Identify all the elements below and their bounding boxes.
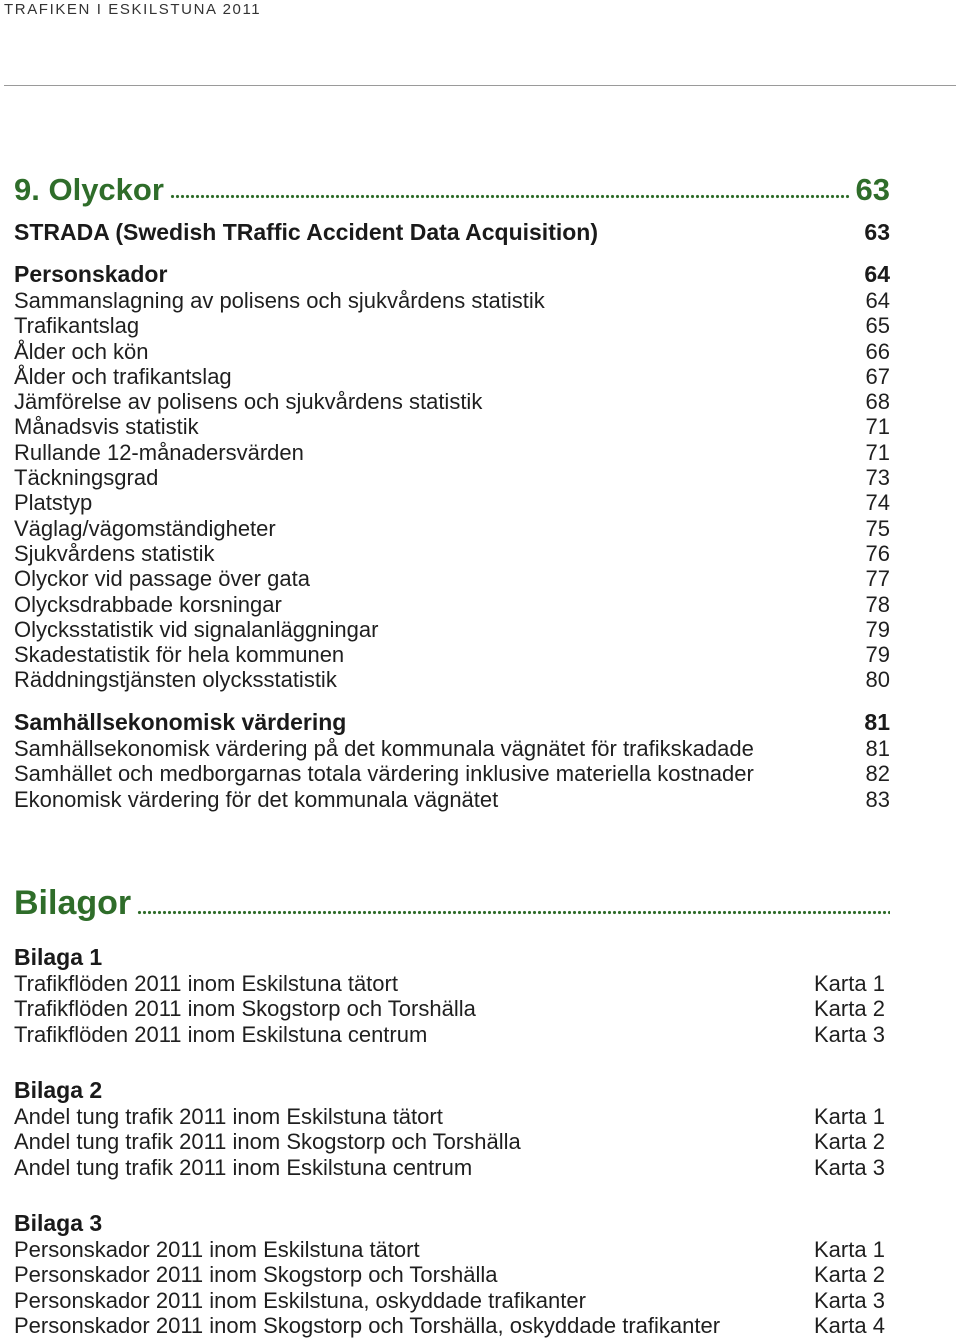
entry-label: Trafikflöden 2011 inom Skogstorp och Torshälla	[14, 996, 476, 1022]
entry-page: 80	[865, 667, 890, 693]
toc-entry[interactable]	[14, 736, 890, 761]
entry-label: Räddningstjänsten olycksstatistik	[14, 667, 337, 693]
toc-entry[interactable]	[14, 465, 890, 490]
toc-entry-strada[interactable]	[14, 219, 890, 246]
subhead-page: 64	[864, 261, 890, 287]
entry-label: Personskador 2011 inom Skogstorp och Torshälla	[14, 1262, 498, 1288]
toc-entry[interactable]	[14, 389, 890, 414]
toc-entry[interactable]	[14, 566, 890, 591]
entry-page: 79	[865, 642, 890, 668]
dot-leader	[170, 185, 850, 199]
entry-page: 71	[865, 414, 890, 440]
entry-label: Samhällsekonomisk värdering på det kommunala vägnätet för trafikskadade	[14, 736, 754, 761]
entry-label: Trafikflöden 2011 inom Eskilstuna centrum	[14, 1021, 428, 1047]
bilaga-group-2	[14, 1077, 890, 1180]
toc-bilagor-section	[14, 883, 890, 923]
entry-page: Karta 1	[814, 1104, 885, 1129]
entry-page: 65	[865, 313, 890, 339]
subhead-label: Samhällsekonomisk värdering	[14, 709, 347, 735]
toc-entry[interactable]	[14, 1129, 890, 1154]
entry-page: 71	[865, 439, 890, 465]
toc-entry[interactable]	[14, 592, 890, 617]
entry-page: 79	[865, 616, 890, 642]
entry-label: Sammanslagning av polisens och sjukvårdens statistik	[14, 288, 545, 313]
entry-label: Trafikflöden 2011 inom Eskilstuna tätort	[14, 971, 398, 996]
entry-label: Jämförelse av polisens och sjukvårdens statistik	[14, 389, 483, 415]
entry-page: Karta 3	[814, 1287, 885, 1313]
entry-page: 82	[865, 761, 890, 787]
toc-entry[interactable]	[14, 1313, 890, 1338]
bilaga-heading[interactable]: Bilaga 2	[14, 1077, 103, 1103]
entry-label: Väglag/vägomständigheter	[14, 515, 276, 541]
toc-entry[interactable]	[14, 313, 890, 338]
entry-page: Karta 2	[814, 1129, 885, 1155]
bilagor-title-text: Bilagor	[14, 884, 132, 922]
toc-entry[interactable]	[14, 414, 890, 439]
toc-subhead-personskador[interactable]	[14, 261, 890, 288]
toc-entry[interactable]	[14, 617, 890, 642]
toc-entry[interactable]	[14, 667, 890, 692]
bilaga-heading[interactable]: Bilaga 3	[14, 1210, 103, 1236]
header-divider	[4, 85, 956, 86]
toc-entry[interactable]	[14, 1262, 890, 1287]
toc-entry[interactable]	[14, 339, 890, 364]
entry-label: Andel tung trafik 2011 inom Skogstorp och Torshälla	[14, 1129, 521, 1155]
toc-entry[interactable]	[14, 971, 890, 996]
entry-page: 76	[865, 540, 890, 566]
toc-entry[interactable]	[14, 642, 890, 667]
toc-entry[interactable]	[14, 516, 890, 541]
entry-page: 83	[865, 786, 890, 812]
entry-page: 81	[865, 736, 890, 761]
entry-page: 73	[865, 465, 890, 491]
toc-entry[interactable]	[14, 761, 890, 786]
entry-label: Andel tung trafik 2011 inom Eskilstuna centrum	[14, 1154, 473, 1180]
entry-label: Personskador 2011 inom Skogstorp och Torshälla, oskyddade trafikanter	[14, 1312, 721, 1338]
toc-personskador-section	[14, 261, 890, 693]
samhallsekonomisk-entries	[14, 736, 890, 812]
entry-page: 77	[865, 566, 890, 592]
entry-label: Olyckor vid passage över gata	[14, 566, 310, 592]
entry-label: Personskador 2011 inom Eskilstuna, oskyddade trafikanter	[14, 1287, 586, 1313]
toc-bilagor-title[interactable]	[14, 883, 890, 923]
bilaga-group-3	[14, 1210, 890, 1338]
entry-page: Karta 3	[814, 1154, 885, 1180]
entry-label: Platstyp	[14, 490, 93, 516]
chapter-title: 9. Olyckor	[14, 172, 164, 207]
entry-page: Karta 3	[814, 1021, 885, 1047]
personskador-entries	[14, 288, 890, 693]
entry-page: Karta 2	[814, 1262, 885, 1288]
toc-entry[interactable]	[14, 541, 890, 566]
toc-entry[interactable]	[14, 490, 890, 515]
entry-label: Månadsvis statistik	[14, 414, 199, 440]
bilaga-heading[interactable]: Bilaga 1	[14, 944, 103, 970]
bilaga-group-1	[14, 944, 890, 1047]
entry-label: Rullande 12-månadersvärden	[14, 439, 304, 465]
entry-page: 68	[865, 389, 890, 415]
entry-page: Karta 1	[814, 1237, 885, 1262]
entry-page: 64	[865, 288, 890, 313]
subhead-page: 81	[864, 709, 890, 735]
entry-label: Sjukvårdens statistik	[14, 540, 215, 566]
entry-label: Personskador 2011 inom Eskilstuna tätort	[14, 1237, 420, 1262]
toc-strada-section	[14, 219, 890, 246]
toc-entry[interactable]	[14, 1022, 890, 1047]
toc-entry[interactable]	[14, 787, 890, 812]
entry-label: Olycksstatistik vid signalanläggningar	[14, 616, 379, 642]
toc-chapter-olyckor[interactable]	[14, 171, 890, 209]
entry-page: 66	[865, 338, 890, 364]
chapter-page: 63	[855, 172, 890, 207]
entry-label: Olycksdrabbade korsningar	[14, 591, 282, 617]
toc-entry[interactable]	[14, 1104, 890, 1129]
entry-page: Karta 1	[814, 971, 885, 996]
entry-label: Trafikantslag	[14, 313, 140, 339]
toc-chapter-section	[14, 171, 890, 209]
entry-label: STRADA (Swedish TRaffic Accident Data Acquisition)	[14, 219, 598, 245]
entry-page: 74	[865, 490, 890, 516]
toc-entry[interactable]	[14, 1288, 890, 1313]
entry-label: Ålder och kön	[14, 338, 149, 364]
entry-label: Täckningsgrad	[14, 465, 159, 491]
toc-entry[interactable]	[14, 996, 890, 1021]
entry-page: Karta 2	[814, 996, 885, 1022]
running-header: TRAFIKEN I ESKILSTUNA 2011	[4, 1, 262, 18]
toc-entry[interactable]	[14, 440, 890, 465]
toc-subhead-samhallsekonomisk[interactable]	[14, 709, 890, 736]
toc-samhallsekonomisk-section	[14, 709, 890, 812]
entry-page: 78	[865, 591, 890, 617]
entry-label: Skadestatistik för hela kommunen	[14, 642, 345, 668]
toc-entry[interactable]	[14, 288, 890, 313]
entry-page: Karta 4	[814, 1312, 885, 1338]
entry-page: 67	[865, 363, 890, 389]
entry-page: 75	[865, 515, 890, 541]
entry-label: Ålder och trafikantslag	[14, 363, 232, 389]
toc-entry[interactable]	[14, 1155, 890, 1180]
toc-entry[interactable]	[14, 1237, 890, 1262]
entry-label: Andel tung trafik 2011 inom Eskilstuna tätort	[14, 1104, 443, 1129]
entry-label: Samhället och medborgarnas totala värdering inklusive materiella kostnader	[14, 761, 754, 787]
subhead-label: Personskador	[14, 261, 168, 287]
toc-entry[interactable]	[14, 364, 890, 389]
entry-page: 63	[864, 219, 890, 245]
entry-label: Ekonomisk värdering för det kommunala vägnätet	[14, 786, 499, 812]
dot-leader	[137, 903, 890, 915]
